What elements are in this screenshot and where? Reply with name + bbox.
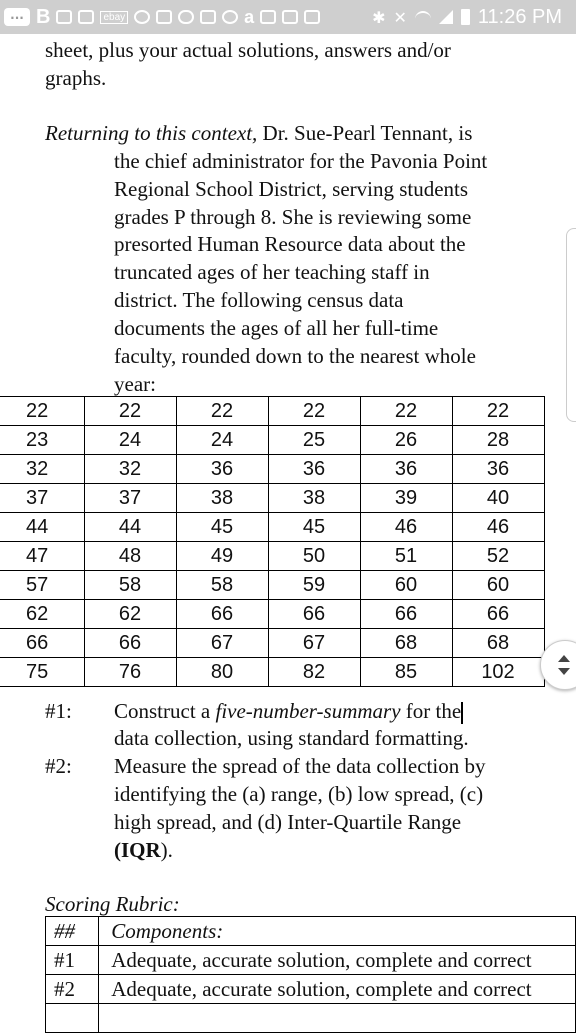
q1-italic: five-number-summary [215,699,401,723]
rubric-row [46,946,576,975]
question-2-line: identifying the (a) range, (b) low spread, (c) [114,782,484,806]
b-app-icon: B [36,5,51,28]
question-2-last-line [114,836,173,864]
age-cell: 62 [0,600,84,629]
context-rest: Dr. Sue-Pearl Tennant, is [257,121,473,145]
context-line: faculty, rounded down to the nearest whole [114,344,476,368]
context-italic: Returning to this context, [45,121,258,145]
context-line: documents the ages of all her full-time [114,316,439,340]
home-icon [200,10,216,24]
scroll-up-icon [558,655,570,662]
age-cell: 66 [360,600,452,629]
q1-pre: Construct a [114,699,216,723]
age-cell: 60 [360,571,452,600]
mail2-icon [304,10,320,24]
rubric-row-num: #1 [46,946,99,975]
rubric-row [46,975,576,1004]
context-line: the chief administrator for the Pavonia Point [114,149,488,173]
intro-line-2: graphs. [45,66,107,90]
age-cell: 48 [84,542,176,571]
age-cell: 24 [84,426,176,455]
age-cell: 62 [84,600,176,629]
age-cell: 68 [452,629,544,658]
age-cell: 75 [0,658,84,687]
question-2-line: high spread, and (d) Inter-Quartile Range [114,810,462,834]
age-cell: 24 [176,426,268,455]
age-cell: 60 [452,571,544,600]
ages-table-row [0,571,544,600]
context-first-line [45,119,472,147]
ages-table-row [0,629,544,658]
age-cell: 28 [452,426,544,455]
age-cell: 85 [360,658,452,687]
age-cell: 22 [84,397,176,426]
ages-table-row [0,513,544,542]
age-cell: 58 [84,571,176,600]
age-cell: 36 [360,455,452,484]
context-line: presorted Human Resource data about the [114,232,466,256]
age-cell: 47 [0,542,84,571]
age-cell: 22 [0,397,84,426]
question-2-line: Measure the spread of the data collection by [114,754,486,778]
age-cell: 32 [84,455,176,484]
ages-table-row [0,455,544,484]
scroll-down-icon [558,668,570,675]
ages-table-row [0,484,544,513]
age-cell: 76 [84,658,176,687]
question-2-number: #2: [45,754,72,778]
chat-icon [282,10,298,24]
age-cell: 46 [452,513,544,542]
age-cell: 67 [268,629,360,658]
ages-table-row [0,426,544,455]
context-line: district. The following census data [114,288,404,312]
age-cell: 51 [360,542,452,571]
signal-icon [439,10,453,24]
ages-table-row [0,542,544,571]
age-cell: 23 [0,426,84,455]
age-cell: 40 [452,484,544,513]
ebay-icon: ebay [100,11,128,24]
age-cell: 46 [360,513,452,542]
age-cell: 39 [360,484,452,513]
battery-icon [461,9,470,25]
rubric-empty-num [46,1004,99,1033]
age-cell: 36 [452,455,544,484]
status-bar [0,0,576,34]
age-cell: 68 [360,629,452,658]
age-cell: 22 [360,397,452,426]
age-cell: 36 [268,455,360,484]
age-cell: 44 [84,513,176,542]
age-cell: 37 [0,484,84,513]
rubric-row-empty [46,1004,576,1033]
rubric-row-components: Adequate, accurate solution, complete and correct [99,946,576,975]
rubric-empty-components [99,1004,576,1033]
age-cell: 22 [268,397,360,426]
age-cell: 66 [84,629,176,658]
age-cell: 44 [0,513,84,542]
ages-table-row [0,397,544,426]
side-panel-handle[interactable] [566,228,576,422]
iqr-bold: (IQR [114,838,161,862]
ages-table-row [0,600,544,629]
mail-icon [78,10,94,24]
voicemail-icon [178,10,194,24]
ages-table [0,396,545,687]
age-cell: 26 [360,426,452,455]
age-cell: 59 [268,571,360,600]
rubric-title: Scoring Rubric: [45,892,180,916]
age-cell: 38 [176,484,268,513]
age-cell: 80 [176,658,268,687]
age-cell: 67 [176,629,268,658]
age-cell: 22 [176,397,268,426]
rubric-row-components: Adequate, accurate solution, complete and correct [99,975,576,1004]
age-cell: 66 [268,600,360,629]
age-cell: 49 [176,542,268,571]
text-cursor [461,702,463,724]
age-cell: 50 [268,542,360,571]
age-cell: 82 [268,658,360,687]
age-cell: 66 [452,600,544,629]
age-cell: 58 [176,571,268,600]
ages-table-row [0,658,544,687]
clock: 11:26 PM [477,5,562,28]
gmail-icon [56,10,72,24]
fast-scroll-handle[interactable] [540,640,576,690]
vpn-icon [156,10,172,24]
intro-line-1: sheet, plus your actual solutions, answers and/or [45,38,451,62]
context-line: Regional School District, serving students [114,177,469,201]
context-line: grades P through 8. She is reviewing some [114,205,472,229]
age-cell: 36 [176,455,268,484]
rubric-header-components: Components: [99,917,576,946]
age-cell: 22 [452,397,544,426]
alarm-icon [222,10,238,24]
more-dots-icon: ... [4,8,30,26]
context-line: year: [114,372,156,396]
image-icon [260,10,276,24]
question-1-number: #1: [45,699,72,723]
notification-icons [4,4,320,30]
bluetooth-icon: ✱ [372,7,386,27]
age-cell: 38 [268,484,360,513]
sync-icon [134,10,150,24]
rubric-header-num: ## [46,917,99,946]
age-cell: 66 [0,629,84,658]
question-1-line-2: data collection, using standard formatting. [114,726,469,750]
question-1-line-1 [114,697,463,725]
rubric-header-row [46,917,576,946]
age-cell: 37 [84,484,176,513]
age-cell: 57 [0,571,84,600]
rubric-row-num: #2 [46,975,99,1004]
wifi-icon [415,11,431,23]
rubric-table [45,916,576,1033]
age-cell: 52 [452,542,544,571]
amazon-icon: a [244,6,255,27]
q1-post: for the [400,699,462,723]
age-cell: 25 [268,426,360,455]
context-line: truncated ages of her teaching staff in [114,260,430,284]
q2-end: ). [160,838,173,862]
age-cell: 45 [176,513,268,542]
age-cell: 66 [176,600,268,629]
system-icons [372,4,562,30]
age-cell: 102 [452,658,544,687]
age-cell: 32 [0,455,84,484]
age-cell: 45 [268,513,360,542]
mute-icon: ✕ [393,7,407,27]
